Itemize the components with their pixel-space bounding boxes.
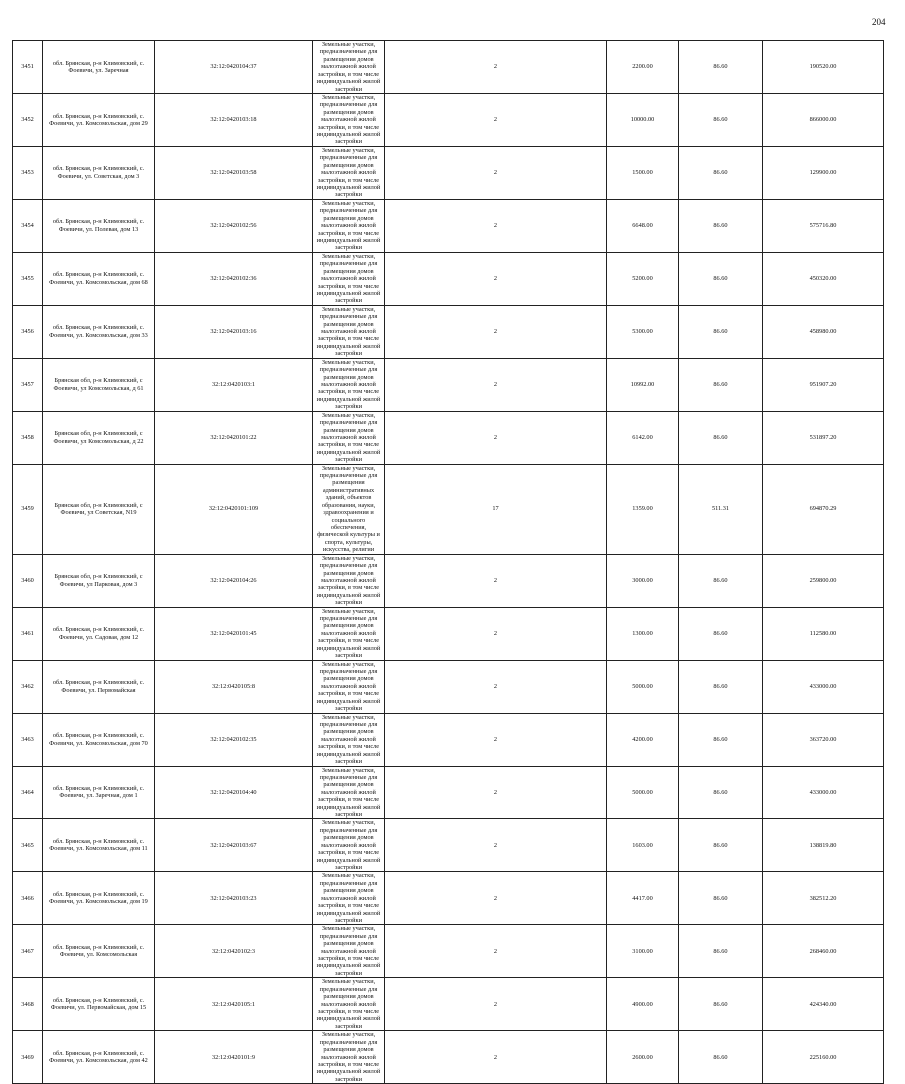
cadastral-number-cell: 32:12:0420103:1 — [155, 358, 313, 411]
area-cell: 6648.00 — [607, 199, 679, 252]
area-cell: 1300.00 — [607, 607, 679, 660]
cadastral-value-cell: 225160.00 — [763, 1031, 884, 1084]
land-use-purpose-cell: Земельные участки, предназначенные для размещения домов малоэтажной жилой застройки, в том числе индивидуальной жилой застройки — [313, 358, 385, 411]
row-number-cell: 3458 — [13, 411, 43, 464]
page-number: 204 — [872, 17, 886, 27]
table-row — [13, 93, 884, 146]
land-use-purpose-cell: Земельные участки, предназначенные для размещения домов малоэтажной жилой застройки, в том числе индивидуальной жилой застройки — [313, 199, 385, 252]
use-group-cell: 17 — [385, 464, 607, 554]
cadastral-value-cell: 112580.00 — [763, 607, 884, 660]
specific-value-cell: 86.60 — [679, 1031, 763, 1084]
cadastral-number-cell: 32:12:0420101:45 — [155, 607, 313, 660]
area-cell: 1359.00 — [607, 464, 679, 554]
use-group-cell: 2 — [385, 819, 607, 872]
cadastral-value-cell: 433000.00 — [763, 766, 884, 819]
cadastral-number-cell: 32:12:0420105:1 — [155, 978, 313, 1031]
cadastral-value-cell: 450320.00 — [763, 252, 884, 305]
table-row — [13, 146, 884, 199]
row-number-cell: 3466 — [13, 872, 43, 925]
table-row — [13, 554, 884, 607]
cadastral-value-cell: 575716.80 — [763, 199, 884, 252]
use-group-cell: 2 — [385, 252, 607, 305]
cadastral-value-cell: 363720.00 — [763, 713, 884, 766]
use-group-cell: 2 — [385, 925, 607, 978]
cadastral-number-cell: 32:12:0420104:37 — [155, 41, 313, 94]
row-number-cell: 3456 — [13, 305, 43, 358]
specific-value-cell: 86.60 — [679, 766, 763, 819]
land-use-purpose-cell: Земельные участки, предназначенные для размещения домов малоэтажной жилой застройки, в том числе индивидуальной жилой застройки — [313, 978, 385, 1031]
address-cell: Брянская обл, р-н Климовский, с Фоевичи, ул Комсомольская, д 22 — [43, 411, 155, 464]
use-group-cell: 2 — [385, 713, 607, 766]
area-cell: 3000.00 — [607, 554, 679, 607]
cadastral-value-cell: 190520.00 — [763, 41, 884, 94]
land-use-purpose-cell: Земельные участки, предназначенные для размещения домов малоэтажной жилой застройки, в том числе индивидуальной жилой застройки — [313, 411, 385, 464]
cadastral-number-cell: 32:12:0420103:58 — [155, 146, 313, 199]
area-cell: 6142.00 — [607, 411, 679, 464]
cadastral-number-cell: 32:12:0420101:109 — [155, 464, 313, 554]
area-cell: 4417.00 — [607, 872, 679, 925]
area-cell: 2600.00 — [607, 1031, 679, 1084]
specific-value-cell: 511.31 — [679, 464, 763, 554]
address-cell: обл. Брянская, р-н Климовский, с. Фоевичи, ул. Комсомольская, дом 29 — [43, 93, 155, 146]
use-group-cell: 2 — [385, 607, 607, 660]
land-use-purpose-cell: Земельные участки, предназначенные для размещения домов малоэтажной жилой застройки, в том числе индивидуальной жилой застройки — [313, 305, 385, 358]
address-cell: обл. Брянская, р-н Климовский, с. Фоевичи, ул. Комсомольская, дом 33 — [43, 305, 155, 358]
area-cell: 1603.00 — [607, 819, 679, 872]
cadastral-number-cell: 32:12:0420103:67 — [155, 819, 313, 872]
row-number-cell: 3459 — [13, 464, 43, 554]
row-number-cell: 3462 — [13, 660, 43, 713]
row-number-cell: 3467 — [13, 925, 43, 978]
specific-value-cell: 86.60 — [679, 252, 763, 305]
use-group-cell: 2 — [385, 660, 607, 713]
use-group-cell: 2 — [385, 766, 607, 819]
land-use-purpose-cell: Земельные участки, предназначенные для размещения домов малоэтажной жилой застройки, в том числе индивидуальной жилой застройки — [313, 554, 385, 607]
address-cell: обл. Брянская, р-н Климовский, с. Фоевичи, ул. Комсомольская, дом 11 — [43, 819, 155, 872]
cadastral-value-cell: 866000.00 — [763, 93, 884, 146]
row-number-cell: 3465 — [13, 819, 43, 872]
cadastral-number-cell: 32:12:0420102:3 — [155, 925, 313, 978]
cadastral-value-cell: 268460.00 — [763, 925, 884, 978]
specific-value-cell: 86.60 — [679, 199, 763, 252]
land-use-purpose-cell: Земельные участки, предназначенные для размещения домов малоэтажной жилой застройки, в том числе индивидуальной жилой застройки — [313, 1031, 385, 1084]
address-cell: обл. Брянская, р-н Климовский, с. Фоевичи, ул. Комсомольская, дом 68 — [43, 252, 155, 305]
area-cell: 2200.00 — [607, 41, 679, 94]
address-cell: обл. Брянская, р-н Климовский, с. Фоевичи, ул. Садовая, дом 12 — [43, 607, 155, 660]
address-cell: обл. Брянская, р-н Климовский, с. Фоевичи, ул. Заречная — [43, 41, 155, 94]
use-group-cell: 2 — [385, 411, 607, 464]
table-row — [13, 766, 884, 819]
specific-value-cell: 86.60 — [679, 411, 763, 464]
table-row — [13, 819, 884, 872]
table-row — [13, 411, 884, 464]
land-use-purpose-cell: Земельные участки, предназначенные для размещения домов малоэтажной жилой застройки, в том числе индивидуальной жилой застройки — [313, 252, 385, 305]
address-cell: обл. Брянская, р-н Климовский, с. Фоевичи, ул. Первомайская, дом 15 — [43, 978, 155, 1031]
table-row — [13, 607, 884, 660]
table-row — [13, 978, 884, 1031]
use-group-cell: 2 — [385, 554, 607, 607]
land-use-purpose-cell: Земельные участки, предназначенные для размещения домов малоэтажной жилой застройки, в том числе индивидуальной жилой застройки — [313, 819, 385, 872]
area-cell: 5000.00 — [607, 660, 679, 713]
cadastral-number-cell: 32:12:0420102:36 — [155, 252, 313, 305]
specific-value-cell: 86.60 — [679, 93, 763, 146]
table-row — [13, 305, 884, 358]
address-cell: обл. Брянская, р-н Климовский, с. Фоевичи, ул. Комсомольская, дом 42 — [43, 1031, 155, 1084]
table-row — [13, 1031, 884, 1084]
land-use-purpose-cell: Земельные участки, предназначенные для размещения домов малоэтажной жилой застройки, в том числе индивидуальной жилой застройки — [313, 41, 385, 94]
table-row — [13, 41, 884, 94]
table-body — [13, 41, 884, 1084]
table-row — [13, 713, 884, 766]
row-number-cell: 3463 — [13, 713, 43, 766]
specific-value-cell: 86.60 — [679, 925, 763, 978]
table-row — [13, 872, 884, 925]
specific-value-cell: 86.60 — [679, 713, 763, 766]
area-cell: 4900.00 — [607, 978, 679, 1031]
address-cell: Брянская обл, р-н Климовский, с Фоевичи, ул Советская, N19 — [43, 464, 155, 554]
row-number-cell: 3452 — [13, 93, 43, 146]
cadastral-number-cell: 32:12:0420101:9 — [155, 1031, 313, 1084]
table-row — [13, 199, 884, 252]
cadastral-number-cell: 32:12:0420102:56 — [155, 199, 313, 252]
land-use-purpose-cell: Земельные участки, предназначенные для размещения домов малоэтажной жилой застройки, в том числе индивидуальной жилой застройки — [313, 660, 385, 713]
address-cell: обл. Брянская, р-н Климовский, с. Фоевичи, ул. Комсомольская, дом 19 — [43, 872, 155, 925]
land-use-purpose-cell: Земельные участки, предназначенные для размещения домов малоэтажной жилой застройки, в том числе индивидуальной жилой застройки — [313, 925, 385, 978]
row-number-cell: 3468 — [13, 978, 43, 1031]
address-cell: обл. Брянская, р-н Климовский, с. Фоевичи, ул. Советская, дом 3 — [43, 146, 155, 199]
cadastral-number-cell: 32:12:0420104:40 — [155, 766, 313, 819]
row-number-cell: 3464 — [13, 766, 43, 819]
specific-value-cell: 86.60 — [679, 660, 763, 713]
cadastral-number-cell: 32:12:0420103:18 — [155, 93, 313, 146]
row-number-cell: 3453 — [13, 146, 43, 199]
row-number-cell: 3451 — [13, 41, 43, 94]
table-row — [13, 660, 884, 713]
use-group-cell: 2 — [385, 978, 607, 1031]
cadastral-number-cell: 32:12:0420102:35 — [155, 713, 313, 766]
row-number-cell: 3455 — [13, 252, 43, 305]
area-cell: 3100.00 — [607, 925, 679, 978]
address-cell: обл. Брянская, р-н Климовский, с. Фоевичи, ул. Комсомольская, дом 70 — [43, 713, 155, 766]
cadastral-value-cell: 129900.00 — [763, 146, 884, 199]
specific-value-cell: 86.60 — [679, 146, 763, 199]
table-row — [13, 358, 884, 411]
cadastral-number-cell: 32:12:0420103:16 — [155, 305, 313, 358]
cadastral-value-cell: 138819.80 — [763, 819, 884, 872]
specific-value-cell: 86.60 — [679, 41, 763, 94]
cadastral-value-cell: 951907.20 — [763, 358, 884, 411]
cadastral-number-cell: 32:12:0420105:8 — [155, 660, 313, 713]
cadastral-value-cell: 694870.29 — [763, 464, 884, 554]
specific-value-cell: 86.60 — [679, 305, 763, 358]
land-use-purpose-cell: Земельные участки, предназначенные для размещения домов малоэтажной жилой застройки, в том числе индивидуальной жилой застройки — [313, 872, 385, 925]
use-group-cell: 2 — [385, 199, 607, 252]
land-use-purpose-cell: Земельные участки, предназначенные для размещения домов малоэтажной жилой застройки, в том числе индивидуальной жилой застройки — [313, 607, 385, 660]
land-use-purpose-cell: Земельные участки, предназначенные для размещения домов малоэтажной жилой застройки, в том числе индивидуальной жилой застройки — [313, 93, 385, 146]
address-cell: обл. Брянская, р-н Климовский, с. Фоевичи, ул. Заречная, дом 1 — [43, 766, 155, 819]
specific-value-cell: 86.60 — [679, 819, 763, 872]
cadastral-value-cell: 531897.20 — [763, 411, 884, 464]
land-use-purpose-cell: Земельные участки, предназначенные для размещения административных зданий, объектов образования, науки, здравоохранения и социального обеспечения, физической культуры и спорта, культуры, искусства, религии — [313, 464, 385, 554]
area-cell: 10992.00 — [607, 358, 679, 411]
use-group-cell: 2 — [385, 872, 607, 925]
specific-value-cell: 86.60 — [679, 358, 763, 411]
table-row — [13, 252, 884, 305]
address-cell: обл. Брянская, р-н Климовский, с. Фоевичи, ул. Первомайская — [43, 660, 155, 713]
row-number-cell: 3461 — [13, 607, 43, 660]
land-use-purpose-cell: Земельные участки, предназначенные для размещения домов малоэтажной жилой застройки, в том числе индивидуальной жилой застройки — [313, 766, 385, 819]
cadastral-value-cell: 458980.00 — [763, 305, 884, 358]
cadastral-number-cell: 32:12:0420104:26 — [155, 554, 313, 607]
address-cell: Брянская обл, р-н Климовский, с Фоевичи, ул Парковая, дом 3 — [43, 554, 155, 607]
cadastral-value-cell: 424340.00 — [763, 978, 884, 1031]
area-cell: 10000.00 — [607, 93, 679, 146]
specific-value-cell: 86.60 — [679, 872, 763, 925]
use-group-cell: 2 — [385, 358, 607, 411]
address-cell: Брянская обл, р-н Климовский, с Фоевичи, ул Комсомольская, д 61 — [43, 358, 155, 411]
specific-value-cell: 86.60 — [679, 554, 763, 607]
table-row — [13, 925, 884, 978]
row-number-cell: 3460 — [13, 554, 43, 607]
area-cell: 4200.00 — [607, 713, 679, 766]
area-cell: 5000.00 — [607, 766, 679, 819]
specific-value-cell: 86.60 — [679, 607, 763, 660]
address-cell: обл. Брянская, р-н Климовский, с. Фоевичи, ул. Комсомольская — [43, 925, 155, 978]
cadastral-value-cell: 433000.00 — [763, 660, 884, 713]
area-cell: 1500.00 — [607, 146, 679, 199]
use-group-cell: 2 — [385, 1031, 607, 1084]
row-number-cell: 3457 — [13, 358, 43, 411]
table-row — [13, 464, 884, 554]
use-group-cell: 2 — [385, 305, 607, 358]
cadastral-number-cell: 32:12:0420103:23 — [155, 872, 313, 925]
use-group-cell: 2 — [385, 41, 607, 94]
use-group-cell: 2 — [385, 93, 607, 146]
cadastral-value-table — [12, 40, 884, 1084]
cadastral-value-cell: 259800.00 — [763, 554, 884, 607]
cadastral-value-cell: 382512.20 — [763, 872, 884, 925]
area-cell: 5200.00 — [607, 252, 679, 305]
land-use-purpose-cell: Земельные участки, предназначенные для размещения домов малоэтажной жилой застройки, в том числе индивидуальной жилой застройки — [313, 146, 385, 199]
use-group-cell: 2 — [385, 146, 607, 199]
address-cell: обл. Брянская, р-н Климовский, с. Фоевичи, ул. Полевая, дом 13 — [43, 199, 155, 252]
specific-value-cell: 86.60 — [679, 978, 763, 1031]
row-number-cell: 3469 — [13, 1031, 43, 1084]
cadastral-number-cell: 32:12:0420101:22 — [155, 411, 313, 464]
row-number-cell: 3454 — [13, 199, 43, 252]
area-cell: 5300.00 — [607, 305, 679, 358]
land-use-purpose-cell: Земельные участки, предназначенные для размещения домов малоэтажной жилой застройки, в том числе индивидуальной жилой застройки — [313, 713, 385, 766]
